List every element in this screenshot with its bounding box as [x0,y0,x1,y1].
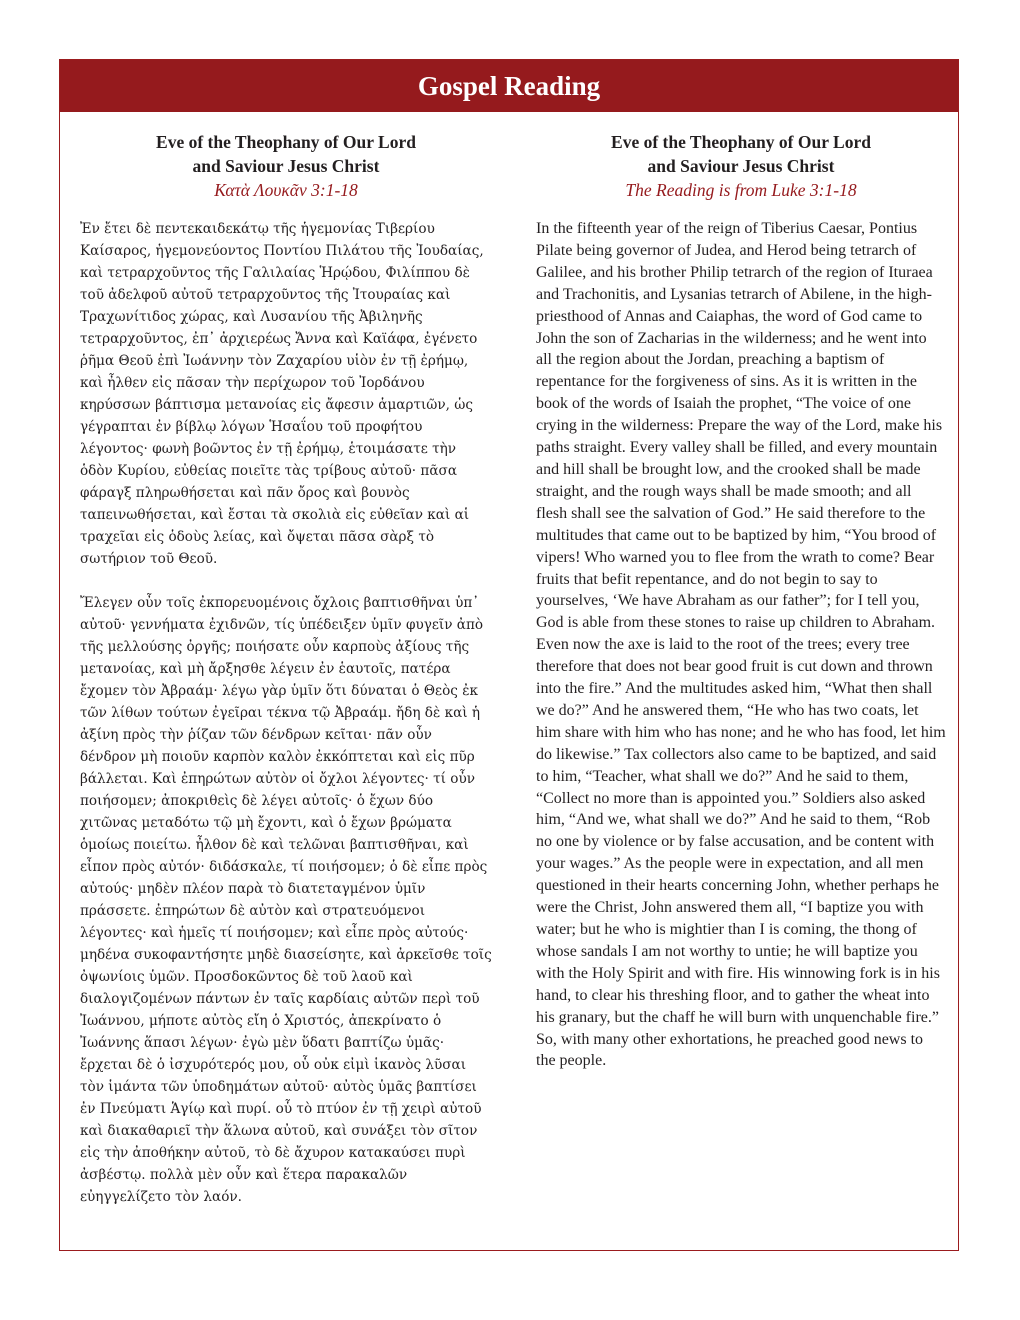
greek-title-line2: and Saviour Jesus Christ [192,156,380,176]
section-banner-title: Gospel Reading [60,60,958,112]
english-reference: The Reading is from Luke 3:1-18 [625,180,857,200]
english-column-header [536,130,946,202]
greek-paragraph-2: Ἔλεγεν οὖν τοῖς ἐκπορευομένοις ὄχλοις βαπτισθῆναι ὑπ᾿ αὐτοῦ· γεννήματα ἐχιδνῶν, τίς ὑπέδειξεν ὑμῖν φυγεῖν ἀπὸ τῆς μελλούσης ὀργῆς; ποιήσατε οὖν καρποὺς ἀξίους τῆς μετανοίας, καὶ μὴ ἄρξησθε λέγειν ἐν ἑαυτοῖς, πατέρα ἔχομεν τὸν Ἀβραάμ· λέγω γὰρ ὑμῖν ὅτι δύναται ὁ Θεὸς ἐκ τῶν λίθων τούτων ἐγεῖραι τέκνα τῷ Ἀβραάμ. ἤδη δὲ καὶ ἡ ἀξίνη πρὸς τὴν ῥίζαν τῶν δένδρων κεῖται· πᾶν οὖν δένδρον μὴ ποιοῦν καρπὸν καλὸν ἐκκόπτεται καὶ εἰς πῦρ βάλλεται. Καὶ ἐπηρώτων αὐτὸν οἱ ὄχλοι λέγοντες· τί οὖν ποιήσομεν; ἀποκριθεὶς δὲ λέγει αὐτοῖς· ὁ ἔχων δύο χιτῶνας μεταδότω τῷ μὴ ἔχοντι, καὶ ὁ ἔχων βρώματα ὁμοίως ποιείτω. ἦλθον δὲ καὶ τελῶναι βαπτισθῆναι, καὶ εἶπον πρὸς αὐτόν· διδάσκαλε, τί ποιήσομεν; ὁ δὲ εἶπε πρὸς αὐτούς· μηδὲν πλέον παρὰ τὸ διατεταγμένον ὑμῖν πράσσετε. ἐπηρώτων δὲ αὐτὸν καὶ στρατευόμενοι λέγοντες· καὶ ἡμεῖς τί ποιήσομεν; καὶ εἶπε πρὸς αὐτούς· μηδένα συκοφαντήσητε μηδὲ διασείσητε, καὶ ἀρκεῖσθε τοῖς ὀψωνίοις ὑμῶν. Προσδοκῶντος δὲ τοῦ λαοῦ καὶ διαλογιζομένων πάντων ἐν ταῖς καρδίαις αὐτῶν περὶ τοῦ Ἰωάννου, μήποτε αὐτὸς εἴη ὁ Χριστός, ἀπεκρίνατο ὁ Ἰωάννης ἅπασι λέγων· ἐγὼ μὲν ὕδατι βαπτίζω ὑμᾶς· ἔρχεται δὲ ὁ ἰσχυρότερός μου, οὗ οὐκ εἰμὶ ἱκανὸς λῦσαι τὸν ἱμάντα τῶν ὑποδημάτων αὐτοῦ· αὐτὸς ὑμᾶς βαπτίσει ἐν Πνεύματι Ἁγίῳ καὶ πυρί. οὗ τὸ πτύον ἐν τῇ χειρὶ αὐτοῦ καὶ διακαθαριεῖ τὴν ἅλωνα αὐτοῦ, καὶ συνάξει τὸν σῖτον εἰς τὴν ἀποθήκην αὐτοῦ, τὸ δὲ ἄχυρον κατακαύσει πυρὶ ἀσβέστῳ. πολλὰ μὲν οὖν καὶ ἕτερα παρακαλῶν εὐηγγελίζετο τὸν λαόν. [80,595,492,1205]
english-title-line1: Eve of the Theophany of Our Lord [611,132,871,152]
greek-title-line1: Eve of the Theophany of Our Lord [156,132,416,152]
greek-reference: Κατὰ Λουκᾶν 3:1-18 [214,180,358,200]
greek-text [80,218,492,1208]
gospel-reading-frame [59,59,959,1251]
greek-column-header [80,130,492,202]
greek-column [80,130,492,1208]
english-paragraph-1: In the fifteenth year of the reign of Tiberius Caesar, Pontius Pilate being governor of Judea, and Herod being tetrarch of Galilee, and his brother Philip tetrarch of the region of Ituraea and Trachonitis, and Lysanias tetrarch of Abilene, in the high-priesthood of Annas and Caiaphas, the word of God came to John the son of Zacharias in the wilderness; and he went into all the region about the Jordan, preaching a baptism of repentance for the forgiveness of sins. As it is written in the book of the words of Isaiah the prophet, “The voice of one crying in the wilderness: Prepare the way of the Lord, make his paths straight. Every valley shall be filled, and every mountain and hill shall be brought low, and the crooked shall be made straight, and the rough ways shall be made smooth; and all flesh shall see the salvation of God.” He said therefore to the multitudes that came out to be baptized by him, “You brood of vipers! Who warned you to flee from the wrath to come? Bear fruits that befit repentance, and do not begin to say to yourselves, ‘We have Abraham as our father”; for I tell you, God is able from these stones to raise up children to Abraham. Even now the axe is laid to the root of the trees; every tree therefore that does not bear good fruit is cut down and thrown into the fire.” And the multitudes asked him, “What then shall we do?” And he answered them, “He who has two coats, let him share with him who has none; and he who has food, let him do likewise.” Tax collectors also came to be baptized, and said to him, “Teacher, what shall we do?” And he said to them, “Collect no more than is appointed you.” Soldiers also asked him, “And we, what shall we do?” And he said to them, “Rob no one by violence or by false accusation, and be content with your wages.” As the people were in expectation, and all men questioned in their hearts concerning John, whether perhaps he were the Christ, John answered them all, “I baptize you with water; but he who is mightier than I is coming, the thong of whose sandals I am not worthy to untie; he will baptize you with the Holy Spirit and with fire. His winnowing fork is in his hand, to clear his threshing floor, and to gather the wheat into his granary, but the chaff he will burn with unquenchable fire.” So, with many other exhortations, he preached good news to the people. [536,220,946,1070]
english-column [536,130,946,1072]
greek-paragraph-1: Ἐν ἔτει δὲ πεντεκαιδεκάτῳ τῆς ἡγεμονίας Τιβερίου Καίσαρος, ἡγεμονεύοντος Ποντίου Πιλάτου τῆς Ἰουδαίας, καὶ τετραρχοῦντος τῆς Γαλιλαίας Ἡρῴδου, Φιλίππου δὲ τοῦ ἀδελφοῦ αὐτοῦ τετραρχοῦντος τῆς Ἰτουραίας καὶ Τραχωνίτιδος χώρας, καὶ Λυσανίου τῆς Ἀβιληνῆς τετραρχοῦντος, ἐπ᾿ ἀρχιερέως Ἄννα καὶ Καϊάφα, ἐγένετο ῥῆμα Θεοῦ ἐπὶ Ἰωάννην τὸν Ζαχαρίου υἱὸν ἐν τῇ ἐρήμῳ, καὶ ἦλθεν εἰς πᾶσαν τὴν περίχωρον τοῦ Ἰορδάνου κηρύσσων βάπτισμα μετανοίας εἰς ἄφεσιν ἁμαρτιῶν, ὡς γέγραπται ἐν βίβλῳ λόγων Ἡσαΐου τοῦ προφήτου λέγοντος· φωνὴ βοῶντος ἐν τῇ ἐρήμῳ, ἑτοιμάσατε τὴν ὁδὸν Κυρίου, εὐθείας ποιεῖτε τὰς τρίβους αὐτοῦ· πᾶσα φάραγξ πληρωθήσεται καὶ πᾶν ὄρος καὶ βουνὸς ταπεινωθήσεται, καὶ ἔσται τὰ σκολιὰ εἰς εὐθεῖαν καὶ αἱ τραχεῖαι εἰς ὁδοὺς λείας, καὶ ὄψεται πᾶσα σὰρξ τὸ σωτήριον τοῦ Θεοῦ. [80,221,484,567]
english-title-line2: and Saviour Jesus Christ [647,156,835,176]
english-text [536,218,946,1072]
